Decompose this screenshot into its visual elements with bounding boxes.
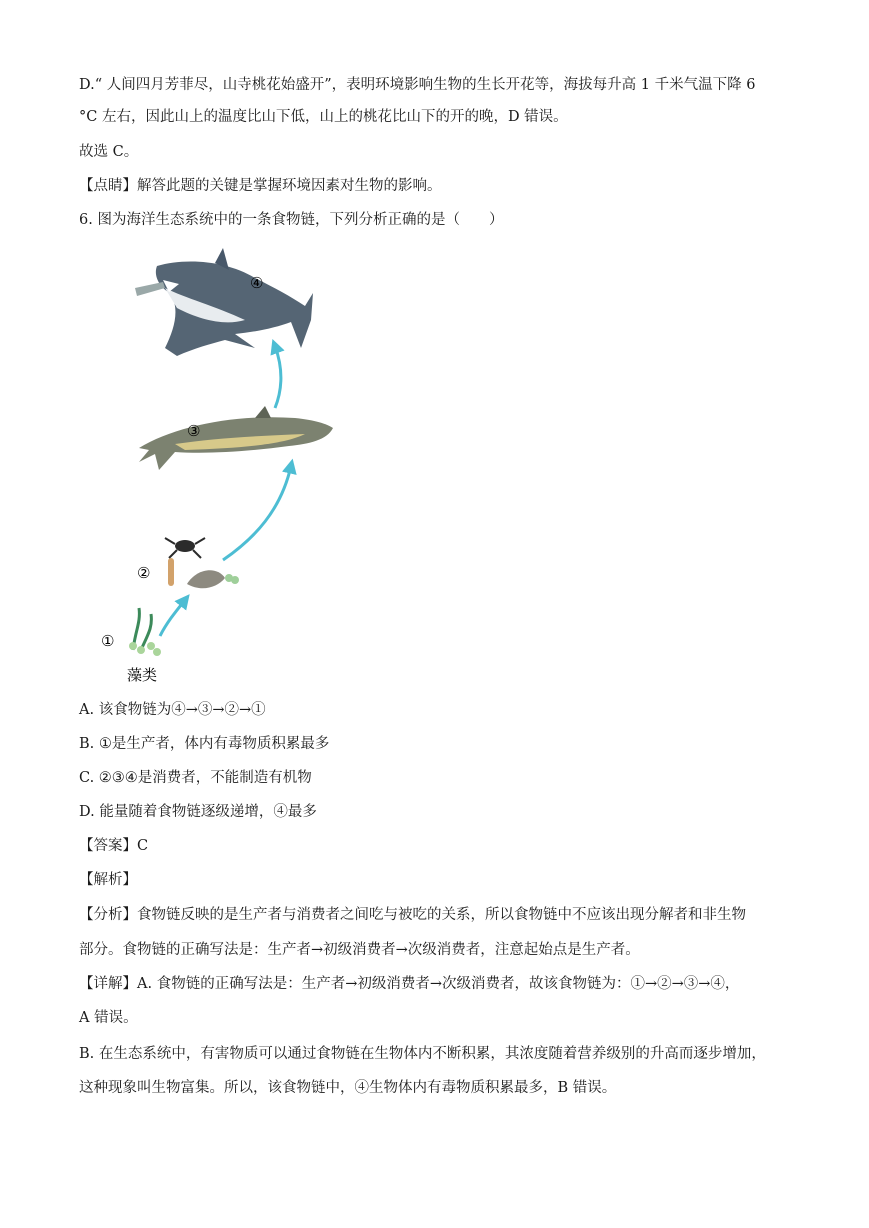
label-algae: 藻类 xyxy=(127,666,158,684)
label-1: ① xyxy=(101,632,115,650)
explanation-b-line-2: 这种现象叫生物富集。所以，该食物链中，④生物体内有毒物质积累最多，B 错误。 xyxy=(79,1080,617,1096)
label-2: ② xyxy=(137,564,151,582)
fish-illustration xyxy=(139,406,333,470)
arrow-3-to-4 xyxy=(275,346,281,408)
analysis-heading: 【解析】 xyxy=(79,872,137,888)
option-a: A. 该食物链为④→③→②→① xyxy=(79,702,266,718)
shrimp-illustration xyxy=(165,538,239,588)
fenxi-line-2: 部分。食物链的正确写法是：生产者→初级消费者→次级消费者，注意起始点是生产者。 xyxy=(79,942,640,958)
xiangjie-line-1: 【详解】A. 食物链的正确写法是：生产者→初级消费者→次级消费者，故该食物链为：①→②→③→④， xyxy=(79,976,740,992)
algae-illustration xyxy=(129,608,161,656)
text-line-dianjing: 【点睛】解答此题的关键是掌握环境因素对生物的影响。 xyxy=(79,178,442,194)
arrow-1-to-2 xyxy=(160,600,185,636)
text-line-option-d-cont: °C 左右，因此山上的温度比山下低，山上的桃花比山下的开的晚，D 错误。 xyxy=(79,109,568,125)
food-chain-svg xyxy=(101,248,355,688)
text-line-option-d: D.“ 人间四月芳菲尽，山寺桃花始盛开”，表明环境影响生物的生长开花等，海拔每升高 1 千米气温下降 6 xyxy=(79,77,756,93)
option-b: B. ①是生产者，体内有毒物质积累最多 xyxy=(79,736,330,752)
shark-illustration xyxy=(135,248,313,356)
arrow-2-to-3 xyxy=(223,466,291,560)
option-d: D. 能量随着食物链逐级递增，④最多 xyxy=(79,804,317,820)
xiangjie-line-2: A 错误。 xyxy=(79,1010,138,1026)
option-c: C. ②③④是消费者，不能制造有机物 xyxy=(79,770,312,786)
food-chain-figure xyxy=(101,248,355,688)
question-6-stem: 6. 图为海洋生态系统中的一条食物链，下列分析正确的是（ ） xyxy=(79,212,504,228)
text-line-conclusion: 故选 C。 xyxy=(79,144,139,160)
fenxi-line-1: 【分析】食物链反映的是生产者与消费者之间吃与被吃的关系，所以食物链中不应该出现分解者和非生物 xyxy=(79,907,746,923)
label-3: ③ xyxy=(187,422,201,440)
explanation-b-line-1: B. 在生态系统中，有害物质可以通过食物链在生物体内不断积累，其浓度随着营养级别的升高而逐步增加， xyxy=(79,1046,766,1062)
label-4: ④ xyxy=(250,274,264,292)
answer-line: 【答案】C xyxy=(79,838,149,854)
